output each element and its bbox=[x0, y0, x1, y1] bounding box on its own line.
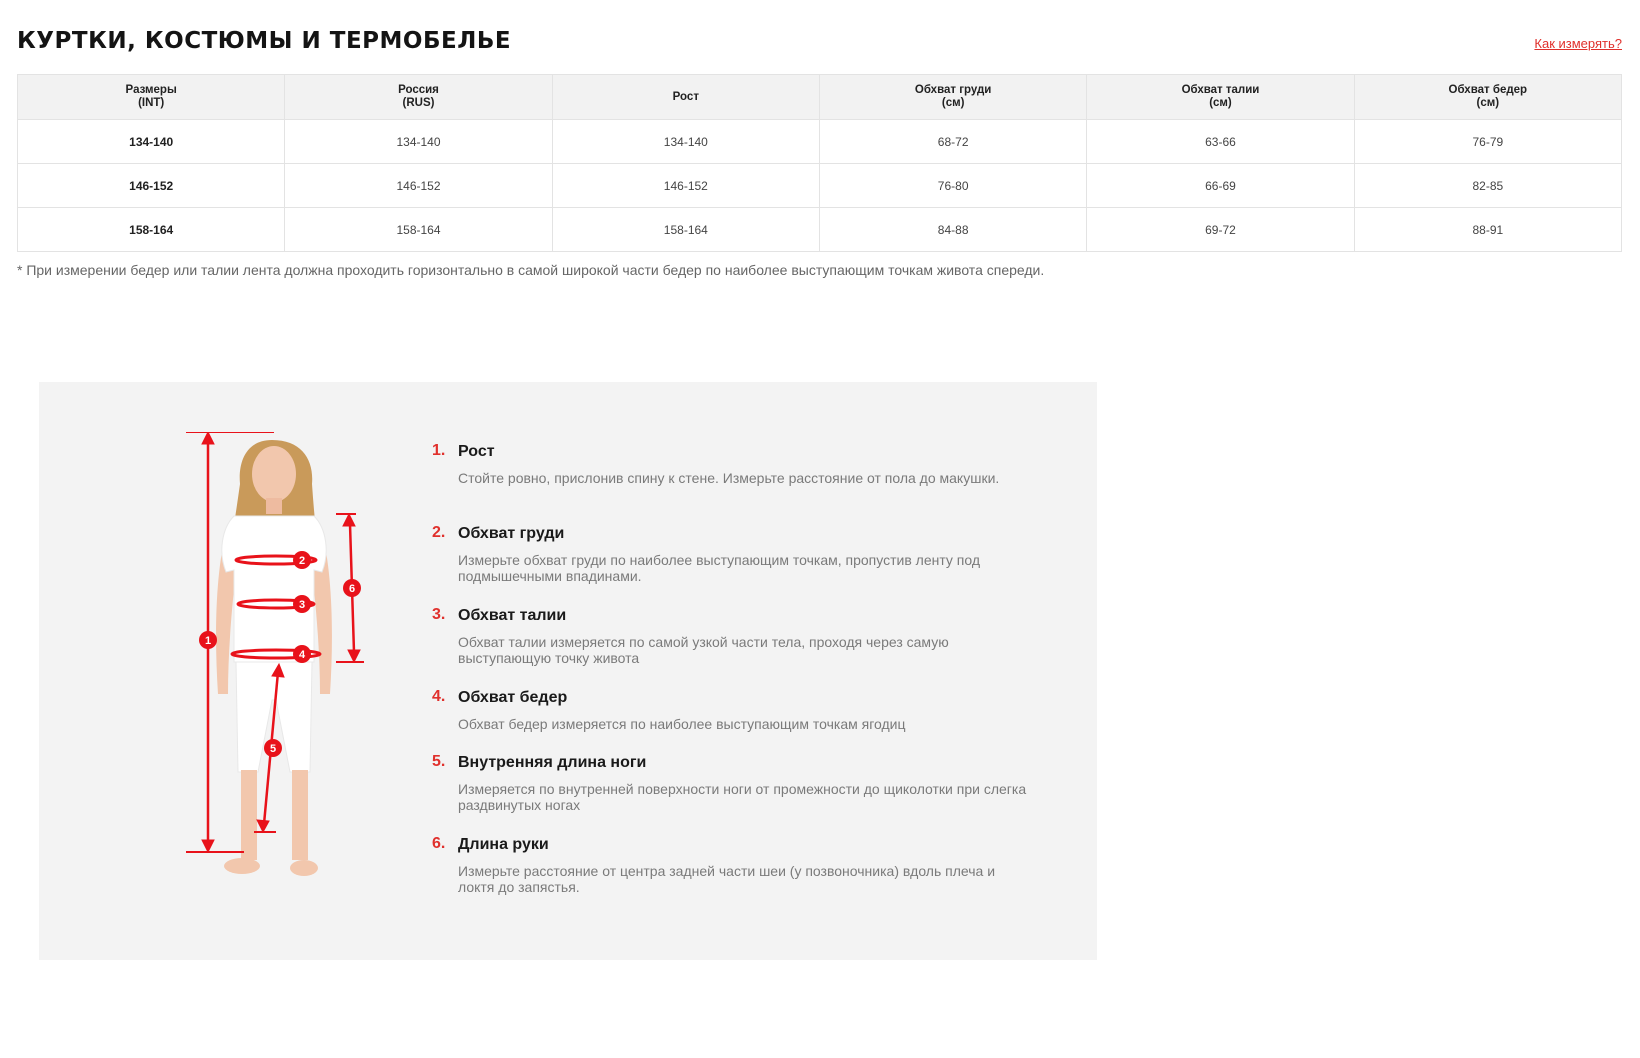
table-cell: 134-140 bbox=[552, 120, 819, 164]
right-foot-shape bbox=[290, 860, 318, 876]
step-title: Обхват груди bbox=[458, 525, 565, 542]
column-header-unit: (см) bbox=[941, 97, 965, 109]
table-cell: 146-152 bbox=[552, 164, 819, 208]
arm-arrow-top bbox=[343, 514, 355, 526]
page-header bbox=[17, 28, 1622, 58]
table-cell: 84-88 bbox=[819, 208, 1086, 252]
table-cell: 158-164 bbox=[552, 208, 819, 252]
size-table bbox=[17, 74, 1622, 252]
table-row bbox=[18, 208, 1622, 252]
column-header-chest bbox=[819, 75, 1086, 120]
column-header-label: Размеры bbox=[125, 84, 177, 96]
column-header-label: Обхват груди bbox=[914, 84, 992, 96]
height-arrow-top bbox=[202, 432, 214, 444]
step-inseam bbox=[432, 753, 1032, 835]
table-cell: 76-79 bbox=[1354, 120, 1621, 164]
table-cell: 66-69 bbox=[1087, 164, 1354, 208]
column-header-label: Обхват бедер bbox=[1448, 84, 1528, 96]
step-number: 4. bbox=[432, 688, 446, 705]
step-height bbox=[432, 442, 1032, 524]
table-cell: 146-152 bbox=[285, 164, 552, 208]
table-cell: 134-140 bbox=[285, 120, 552, 164]
step-description: Обхват талии измеряется по самой узкой части тела, проходя через самую выступающую точку живота bbox=[458, 634, 949, 666]
table-cell: 134-140 bbox=[18, 120, 285, 164]
table-cell: 82-85 bbox=[1354, 164, 1621, 208]
table-row bbox=[18, 120, 1622, 164]
step-number: 6. bbox=[432, 835, 446, 852]
step-number: 3. bbox=[432, 606, 446, 623]
step-chest bbox=[432, 524, 1032, 606]
step-number: 1. bbox=[432, 442, 446, 459]
marker-3-label: 3 bbox=[298, 599, 306, 611]
measurement-guide-panel bbox=[39, 382, 1097, 960]
step-number: 5. bbox=[432, 753, 446, 770]
step-title: Обхват бедер bbox=[458, 689, 568, 706]
step-description: Измерьте расстояние от центра задней части шеи (у позвоночника) вдоль плеча и локтя до запястья. bbox=[458, 863, 996, 895]
column-header-unit: (см) bbox=[1209, 97, 1232, 109]
step-description: Стойте ровно, прислонив спину к стене. Измерьте расстояние от пола до макушки. bbox=[458, 470, 1000, 486]
child-figure-illustration bbox=[154, 432, 414, 912]
step-title: Внутренняя длина ноги bbox=[458, 754, 647, 771]
step-title: Длина руки bbox=[458, 836, 549, 853]
table-cell: 69-72 bbox=[1087, 208, 1354, 252]
arm-arrow-bottom bbox=[348, 650, 360, 662]
marker-4-label: 4 bbox=[298, 649, 306, 661]
column-header-hips bbox=[1354, 75, 1621, 120]
column-header-waist bbox=[1087, 75, 1354, 120]
table-cell: 68-72 bbox=[819, 120, 1086, 164]
column-header-label: Рост bbox=[672, 90, 699, 103]
measurement-footnote: * При измерении бедер или талии лента должна проходить горизонтально в самой широкой части бедер по наиболее выступающим точкам живота спереди. bbox=[17, 262, 1045, 278]
left-foot-shape bbox=[224, 858, 260, 874]
step-description: Измеряется по внутренней поверхности ноги от промежности до щиколотки при слегка раздвинутых ногах bbox=[458, 781, 1027, 813]
right-leg-shape bbox=[292, 770, 308, 860]
marker-6-label: 6 bbox=[348, 583, 356, 595]
table-cell: 76-80 bbox=[819, 164, 1086, 208]
measurement-steps bbox=[432, 442, 1032, 917]
column-header-rus bbox=[285, 75, 552, 120]
inseam-arrow-bottom bbox=[257, 820, 269, 832]
marker-5-label: 5 bbox=[269, 743, 277, 755]
step-number: 2. bbox=[432, 524, 446, 541]
column-header-height bbox=[552, 75, 819, 120]
table-cell: 158-164 bbox=[18, 208, 285, 252]
step-arm-length bbox=[432, 835, 1032, 917]
marker-1-label: 1 bbox=[204, 635, 212, 647]
column-header-int bbox=[18, 75, 285, 120]
step-waist bbox=[432, 606, 1032, 688]
how-to-measure-link[interactable]: Как измерять? bbox=[1534, 36, 1622, 51]
step-description: Измерьте обхват груди по наиболее выступающим точкам, пропустив ленту под подмышечными впадинами. bbox=[458, 552, 981, 584]
height-arrow-bottom bbox=[202, 840, 214, 852]
table-cell: 158-164 bbox=[285, 208, 552, 252]
step-description: Обхват бедер измеряется по наиболее выступающим точкам ягодиц bbox=[458, 716, 906, 732]
table-cell: 146-152 bbox=[18, 164, 285, 208]
child-figure-svg bbox=[154, 432, 414, 912]
table-cell: 88-91 bbox=[1354, 208, 1621, 252]
column-header-unit: (см) bbox=[1476, 97, 1500, 109]
shirt-shape bbox=[222, 516, 326, 662]
column-header-label: Россия bbox=[398, 84, 439, 96]
column-header-label: Обхват талии bbox=[1181, 84, 1260, 96]
marker-2-label: 2 bbox=[298, 555, 306, 567]
table-cell: 63-66 bbox=[1087, 120, 1354, 164]
neck-shape bbox=[266, 498, 282, 514]
step-title: Обхват талии bbox=[458, 607, 567, 624]
table-row bbox=[18, 164, 1622, 208]
step-hips bbox=[432, 688, 1032, 753]
step-title: Рост bbox=[458, 443, 495, 460]
face-shape bbox=[252, 446, 296, 502]
page-title: КУРТКИ, КОСТЮМЫ И ТЕРМОБЕЛЬЕ bbox=[17, 28, 512, 54]
table-header-row bbox=[18, 75, 1622, 120]
column-header-unit: (INT) bbox=[138, 97, 165, 109]
column-header-unit: (RUS) bbox=[402, 97, 435, 109]
left-leg-shape bbox=[241, 770, 257, 860]
